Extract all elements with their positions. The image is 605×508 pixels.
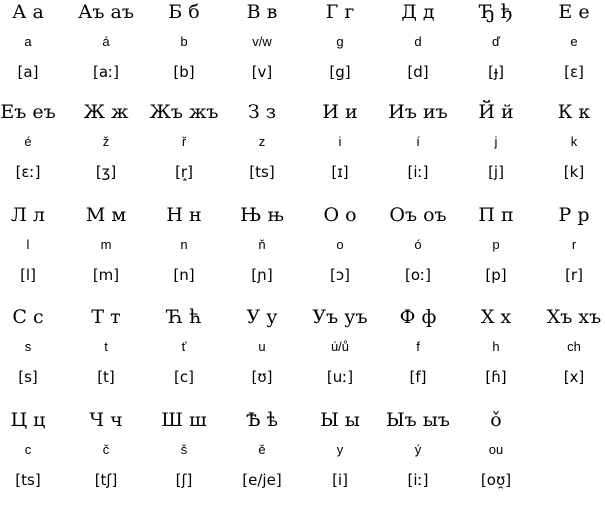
ipa-pronunciation: [ʊ] [251, 368, 273, 386]
ipa-pronunciation: [uː] [326, 368, 354, 386]
ipa-pronunciation: [ɛ] [564, 63, 584, 81]
latin-transliteration: j [494, 134, 498, 149]
letter-cell [0, 100, 67, 200]
letter-cell [457, 408, 535, 508]
letter-cell [379, 408, 457, 508]
ipa-pronunciation: [s] [18, 368, 38, 386]
latin-transliteration: č [102, 442, 110, 457]
letter-cell [301, 0, 379, 100]
letter-cell [457, 203, 535, 303]
ipa-pronunciation: [t] [97, 368, 115, 386]
ipa-pronunciation: [ʒ] [95, 163, 117, 181]
latin-transliteration: k [570, 134, 578, 149]
cyrillic-letter: У у [246, 306, 278, 328]
ipa-pronunciation: [ts] [15, 471, 41, 489]
letter-cell [301, 203, 379, 303]
letter-cell [223, 408, 301, 508]
latin-transliteration: ch [567, 339, 581, 354]
ipa-pronunciation: [l] [20, 266, 36, 284]
ipa-pronunciation: [iː] [407, 163, 429, 181]
latin-transliteration: m [100, 237, 112, 252]
cyrillic-letter: Ц ц [10, 409, 46, 431]
ipa-pronunciation: [ɦ] [485, 368, 507, 386]
cyrillic-letter: Иъ иъ [388, 101, 448, 123]
letter-cell [535, 203, 605, 303]
latin-transliteration: e [570, 34, 578, 49]
letter-cell [145, 305, 223, 405]
cyrillic-letter: Ш ш [161, 409, 207, 431]
ipa-pronunciation: [iː] [407, 471, 429, 489]
letter-cell [67, 305, 145, 405]
latin-transliteration: ť [181, 339, 187, 354]
cyrillic-letter: М м [85, 204, 127, 226]
letter-cell [145, 203, 223, 303]
cyrillic-letter: З з [247, 101, 277, 123]
letter-cell [0, 203, 67, 303]
letter-cell [0, 305, 67, 405]
latin-transliteration: n [180, 237, 188, 252]
letter-cell [457, 0, 535, 100]
cyrillic-letter: Е е [558, 1, 590, 23]
latin-transliteration: r [571, 237, 577, 252]
latin-transliteration: b [180, 34, 188, 49]
latin-transliteration: g [336, 34, 344, 49]
latin-transliteration: p [492, 237, 500, 252]
alphabet-row [0, 100, 605, 200]
letter-cell [145, 100, 223, 200]
cyrillic-letter: Р р [558, 204, 590, 226]
ipa-pronunciation: [k] [563, 163, 585, 181]
cyrillic-letter: Ђ ђ [479, 1, 513, 23]
ipa-pronunciation: [e/je] [242, 471, 282, 489]
cyrillic-letter: Ыъ ыъ [385, 409, 451, 431]
ipa-pronunciation: [a] [17, 63, 39, 81]
alphabet-row [0, 0, 605, 100]
ipa-pronunciation: [ɟ] [488, 63, 504, 81]
ipa-pronunciation: [b] [173, 63, 195, 81]
latin-transliteration: s [24, 339, 32, 354]
cyrillic-letter: Х х [480, 306, 512, 328]
letter-cell [67, 0, 145, 100]
cyrillic-letter: В в [246, 1, 278, 23]
ipa-pronunciation: [j] [488, 163, 504, 181]
ipa-pronunciation: [r] [565, 266, 583, 284]
cyrillic-letter: Оъ оъ [389, 204, 447, 226]
latin-transliteration: u [258, 339, 266, 354]
latin-transliteration: ž [102, 134, 110, 149]
latin-transliteration: í [416, 134, 420, 149]
cyrillic-letter: И и [322, 101, 358, 123]
letter-cell [535, 0, 605, 100]
cyrillic-letter: К к [557, 101, 591, 123]
cyrillic-letter: Г г [325, 1, 355, 23]
letter-cell [223, 305, 301, 405]
ipa-pronunciation: [f] [409, 368, 427, 386]
cyrillic-letter: Ф ф [399, 306, 437, 328]
cyrillic-letter: Д д [401, 1, 435, 23]
ipa-pronunciation: [ʃ] [175, 471, 193, 489]
cyrillic-letter: Еъ еъ [0, 101, 56, 123]
cyrillic-letter: Аъ аъ [78, 1, 134, 23]
letter-cell [145, 408, 223, 508]
latin-transliteration: ě [258, 442, 266, 457]
letter-cell [223, 203, 301, 303]
cyrillic-letter: Ы ы [320, 409, 360, 431]
cyrillic-letter: А а [12, 1, 44, 23]
latin-transliteration: f [416, 339, 420, 354]
latin-transliteration: a [24, 34, 32, 49]
latin-transliteration: z [258, 134, 266, 149]
letter-cell [379, 305, 457, 405]
letter-cell [67, 203, 145, 303]
latin-transliteration: ř [181, 134, 187, 149]
letter-cell [67, 408, 145, 508]
latin-transliteration: i [338, 134, 342, 149]
cyrillic-letter: Жъ жъ [149, 101, 219, 123]
cyrillic-letter: Т т [91, 306, 121, 328]
letter-cell [535, 305, 605, 405]
cyrillic-letter: ǒ [490, 409, 502, 431]
ipa-pronunciation: [ɪ] [331, 163, 349, 181]
latin-transliteration: ý [414, 442, 422, 457]
ipa-pronunciation: [i] [332, 471, 348, 489]
letter-cell [301, 408, 379, 508]
latin-transliteration: d [414, 34, 422, 49]
cyrillic-letter: Й й [478, 101, 514, 123]
latin-transliteration: ď [492, 34, 500, 49]
letter-cell [301, 305, 379, 405]
ipa-pronunciation: [ɲ] [251, 266, 273, 284]
letter-cell [0, 0, 67, 100]
letter-cell [67, 100, 145, 200]
ipa-pronunciation: [tʃ] [94, 471, 118, 489]
latin-transliteration: ou [488, 442, 504, 457]
letter-cell [301, 100, 379, 200]
alphabet-row [0, 408, 605, 508]
cyrillic-letter: Хъ хъ [546, 306, 602, 328]
latin-transliteration: ň [258, 237, 266, 252]
cyrillic-letter: Ѣ ѣ [246, 409, 278, 431]
cyrillic-letter: Ч ч [89, 409, 123, 431]
ipa-pronunciation: [r̝] [175, 163, 193, 181]
letter-cell [0, 408, 67, 508]
letter-cell [457, 100, 535, 200]
latin-transliteration: á [102, 34, 110, 49]
cyrillic-letter: О о [323, 204, 357, 226]
latin-transliteration: l [26, 237, 30, 252]
ipa-pronunciation: [m] [92, 266, 120, 284]
ipa-pronunciation: [ɔ] [330, 266, 350, 284]
cyrillic-letter: Њ њ [240, 204, 284, 226]
letter-cell [223, 0, 301, 100]
ipa-pronunciation: [n] [173, 266, 195, 284]
ipa-pronunciation: [ts] [249, 163, 275, 181]
letter-cell [379, 100, 457, 200]
letter-cell [379, 0, 457, 100]
cyrillic-letter: Уъ уъ [312, 306, 368, 328]
letter-cell [535, 100, 605, 200]
latin-transliteration: ó [414, 237, 422, 252]
latin-transliteration: š [180, 442, 188, 457]
alphabet-row [0, 305, 605, 405]
ipa-pronunciation: [g] [329, 63, 351, 81]
letter-cell [223, 100, 301, 200]
alphabet-row [0, 203, 605, 303]
cyrillic-letter: Б б [168, 1, 200, 23]
letter-cell [457, 305, 535, 405]
latin-transliteration: é [24, 134, 32, 149]
latin-transliteration: h [492, 339, 500, 354]
latin-transliteration: ú/ů [330, 339, 350, 354]
cyrillic-letter: Ћ ћ [166, 306, 202, 328]
ipa-pronunciation: [oː] [405, 266, 431, 284]
ipa-pronunciation: [c] [174, 368, 194, 386]
cyrillic-letter: Н н [166, 204, 202, 226]
letter-cell [379, 203, 457, 303]
ipa-pronunciation: [p] [485, 266, 507, 284]
letter-cell [145, 0, 223, 100]
cyrillic-letter: Л л [11, 204, 45, 226]
ipa-pronunciation: [oʊ̯] [480, 471, 512, 489]
latin-transliteration: o [336, 237, 344, 252]
latin-transliteration: c [24, 442, 32, 457]
latin-transliteration: v/w [252, 34, 272, 49]
cyrillic-letter: П п [478, 204, 514, 226]
latin-transliteration: t [104, 339, 108, 354]
ipa-pronunciation: [v] [251, 63, 273, 81]
cyrillic-letter: С с [12, 306, 44, 328]
ipa-pronunciation: [aː] [93, 63, 119, 81]
ipa-pronunciation: [x] [563, 368, 585, 386]
ipa-pronunciation: [d] [407, 63, 429, 81]
cyrillic-letter: Ж ж [83, 101, 129, 123]
latin-transliteration: y [336, 442, 344, 457]
ipa-pronunciation: [ɛː] [15, 163, 41, 181]
